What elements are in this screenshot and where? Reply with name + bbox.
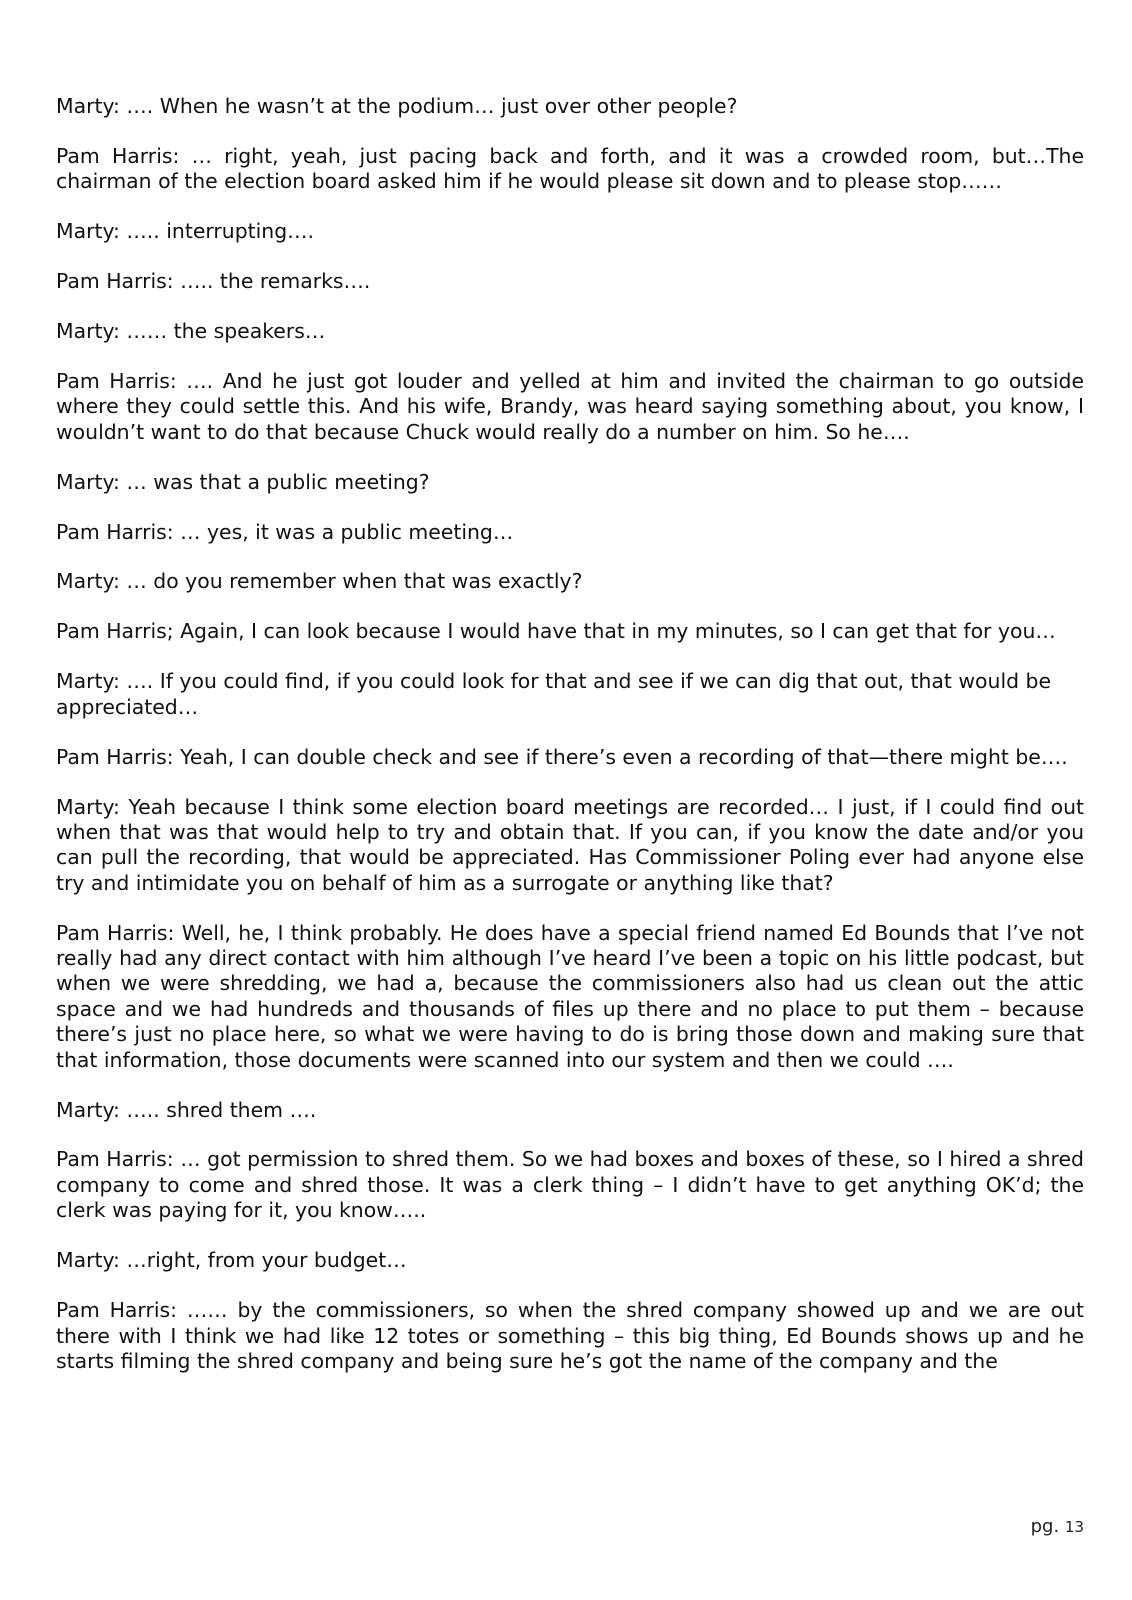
transcript-paragraph: Marty: …. When he wasn’t at the podium… just over other people? [56,94,738,118]
transcript-paragraph: Marty: …right, from your budget… [56,1248,407,1273]
transcript-paragraph: Marty: …… the speakers… [56,319,326,344]
transcript-paragraph: Pam Harris: Well, he, I think probably. He does have a special friend named Ed Bounds that I’ve not really had any direct contact with him although I’ve heard I’ve been a topic on his little podcast, but when we were shredding, we had a, because the commissioners also had us clean out the attic space and we had hundreds and thousands of files up there and no place to put them – because there’s just no place here, so what we were having to do is bring those down and making sure that that information, those documents were scanned into our system and then we could …. [56,920,1084,1072]
transcript-body [56,94,1084,1399]
transcript-paragraph: Pam Harris: … got permission to shred them. So we had boxes and boxes of these, so I hired a shred company to come and shred those. It was a clerk thing – I didn’t have to get anything OK’d; the clerk was paying for it, you know….. [56,1147,1084,1223]
transcript-paragraph: Marty: … do you remember when that was exactly? [56,569,583,594]
transcript-paragraph: Pam Harris; Again, I can look because I would have that in my minutes, so I can get that for you… [56,619,1056,644]
page-footer [1031,1515,1084,1539]
transcript-paragraph: Pam Harris: … right, yeah, just pacing back and forth, and it was a crowded room, but…The chairman of the election board asked him if he would please sit down and to please stop…… [56,143,1084,194]
transcript-paragraph: Pam Harris: …. And he just got louder and yelled at him and invited the chairman to go outside where they could settle this. And his wife, Brandy, was heard saying something about, you know, I wouldn’t want to do that because Chuck would really do a number on him. So he…. [56,368,1084,444]
transcript-paragraph: Marty: ….. interrupting…. [56,219,315,244]
transcript-paragraph: Marty: Yeah because I think some election board meetings are recorded… I just, if I could find out when that was that would help to try and obtain that. If you can, if you know the date and/or you can pull the recording, that would be appreciated. Has Commissioner Poling ever had anyone else try and intimidate you on behalf of him as a surrogate or anything like that? [56,794,1084,895]
transcript-paragraph: Pam Harris: …… by the commissioners, so when the shred company showed up and we are out there with I think we had like 12 totes or something – this big thing, Ed Bounds shows up and he starts filming the shred company and being sure he’s got the name of the company and the [56,1298,1084,1373]
transcript-paragraph: Marty: ….. shred them …. [56,1097,317,1122]
page-number: 13 [1064,1518,1084,1536]
page-label: pg. [1030,1516,1060,1537]
transcript-paragraph: Pam Harris: Yeah, I can double check and see if there’s even a recording of that—there might be…. [56,744,1068,769]
transcript-paragraph: Pam Harris: … yes, it was a public meeting… [56,519,514,544]
transcript-paragraph: Pam Harris: ….. the remarks…. [56,269,371,294]
transcript-paragraph: Marty: … was that a public meeting? [56,469,430,494]
transcript-paragraph: Marty: …. If you could find, if you could look for that and see if we can dig that out, that would be appreciated… [56,669,1052,719]
